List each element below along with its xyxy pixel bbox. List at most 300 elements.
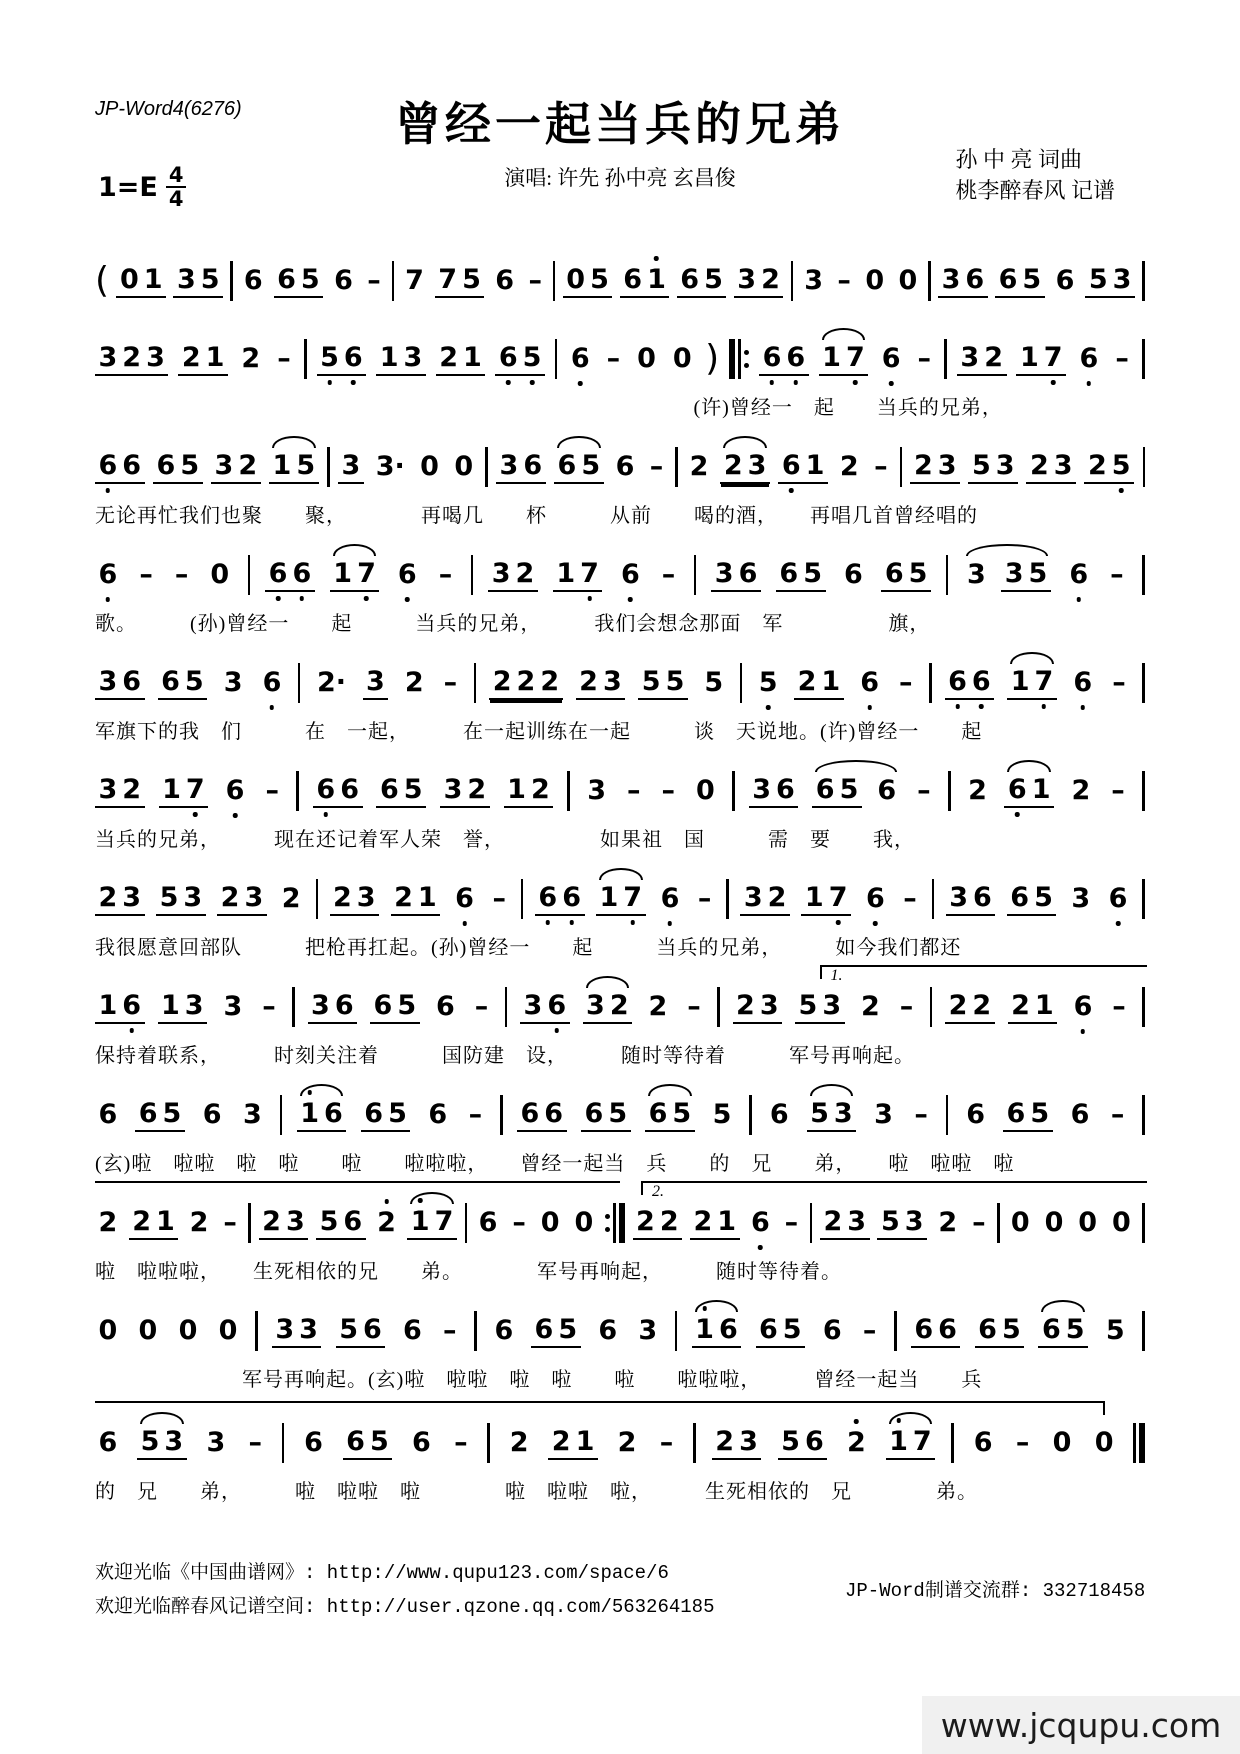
note: – bbox=[649, 451, 664, 483]
note-group bbox=[274, 264, 324, 297]
note: 3 bbox=[586, 990, 605, 1022]
note: 6 bbox=[545, 990, 569, 1021]
barline bbox=[248, 555, 251, 595]
note-group bbox=[620, 264, 670, 297]
note-group bbox=[372, 451, 408, 482]
score-system bbox=[95, 967, 1145, 1067]
note-group bbox=[1070, 667, 1096, 698]
note-group bbox=[525, 265, 546, 296]
note: – bbox=[474, 991, 489, 1023]
note: 5 bbox=[140, 1426, 160, 1458]
note: 6 bbox=[978, 1314, 997, 1346]
note: 2 bbox=[1071, 775, 1091, 807]
note: 5 bbox=[520, 342, 544, 373]
note-group bbox=[95, 882, 145, 915]
note: 3 bbox=[1071, 883, 1091, 915]
note: 2 bbox=[1029, 450, 1049, 482]
slur-group bbox=[583, 990, 633, 1023]
note-group bbox=[489, 666, 562, 699]
slur-group bbox=[297, 1098, 347, 1131]
note-group bbox=[759, 342, 809, 375]
note: 2 bbox=[715, 1426, 735, 1458]
note: 5 bbox=[397, 990, 417, 1022]
repeat-barline bbox=[605, 1203, 625, 1243]
note-group bbox=[836, 451, 862, 482]
barline bbox=[296, 771, 299, 811]
note: 3 bbox=[223, 667, 243, 699]
note-group bbox=[343, 1426, 393, 1459]
note: 6 bbox=[998, 264, 1018, 296]
note: 6 bbox=[1006, 1098, 1026, 1130]
notation-line bbox=[95, 438, 1145, 496]
note-group bbox=[656, 1427, 677, 1458]
notation-line bbox=[95, 654, 1145, 712]
note-group bbox=[801, 265, 827, 296]
note-group bbox=[95, 1315, 121, 1346]
note: 5 bbox=[403, 774, 423, 806]
barline bbox=[732, 771, 735, 811]
note: 6 bbox=[523, 450, 543, 482]
note-group bbox=[820, 1206, 870, 1239]
note: 0 bbox=[178, 1315, 198, 1347]
note-group bbox=[262, 775, 283, 806]
note-group bbox=[968, 450, 1018, 483]
note-group bbox=[1004, 774, 1054, 807]
note: 3 bbox=[341, 450, 361, 482]
note-group bbox=[417, 451, 443, 482]
note: 3 bbox=[752, 774, 772, 806]
note: 3 bbox=[759, 990, 779, 1022]
note: 0 bbox=[1010, 1207, 1030, 1239]
note-group bbox=[871, 1099, 897, 1130]
notation-line bbox=[95, 1086, 1145, 1144]
note: 7 bbox=[355, 558, 379, 589]
note: 6 bbox=[804, 1426, 824, 1458]
note: 5 bbox=[581, 450, 601, 482]
repeat-barline bbox=[729, 339, 749, 379]
note-group bbox=[1049, 1427, 1075, 1458]
note-group bbox=[686, 451, 712, 482]
slur-group bbox=[812, 774, 899, 807]
note-group bbox=[259, 991, 280, 1022]
note-group bbox=[553, 558, 603, 591]
note: 6 bbox=[96, 450, 120, 481]
note: 6 bbox=[844, 559, 863, 591]
note: 6 bbox=[1071, 991, 1095, 1022]
note: – bbox=[265, 775, 279, 807]
barline bbox=[327, 447, 330, 487]
note: 3 bbox=[206, 1427, 226, 1459]
note-group bbox=[531, 1314, 581, 1347]
note: 5 bbox=[908, 558, 928, 590]
note: 3 bbox=[443, 774, 463, 806]
note-group bbox=[361, 1098, 411, 1131]
note: 3 bbox=[960, 342, 980, 374]
note: 0 bbox=[1052, 1427, 1072, 1459]
barline bbox=[1142, 1311, 1145, 1351]
note: 2 bbox=[122, 342, 142, 374]
time-signature-denominator: 4 bbox=[168, 187, 184, 212]
note-group bbox=[1007, 1207, 1033, 1238]
note-group bbox=[1068, 775, 1094, 806]
note-group bbox=[433, 991, 459, 1022]
note: 1 bbox=[408, 1206, 432, 1237]
note-group bbox=[95, 990, 145, 1023]
note-group bbox=[116, 264, 166, 297]
note-group bbox=[911, 1099, 932, 1130]
note: 6 bbox=[759, 1314, 778, 1346]
note-group bbox=[834, 265, 855, 296]
note: 0 bbox=[695, 775, 715, 807]
note: 6 bbox=[428, 1099, 448, 1131]
note: – bbox=[661, 559, 676, 591]
slur-group bbox=[963, 558, 1050, 591]
lyrics-line: 军旗下的我 们 在 一起， 在一起训练在一起 谈 天说地。(许)曾经一 起 bbox=[95, 721, 983, 743]
note: 6 bbox=[395, 559, 419, 590]
note: 2 bbox=[404, 667, 424, 699]
barline bbox=[694, 555, 697, 595]
note: 3 bbox=[743, 882, 763, 914]
note: 3 bbox=[299, 1314, 318, 1346]
note: 2 bbox=[839, 451, 859, 483]
note-group bbox=[401, 667, 427, 698]
note: 2 bbox=[938, 1207, 958, 1239]
slur-group bbox=[1007, 666, 1057, 699]
barline bbox=[471, 555, 474, 595]
note: 2 bbox=[540, 666, 560, 698]
note-group bbox=[614, 1427, 640, 1458]
note: 3 bbox=[499, 450, 519, 482]
note: 3 bbox=[176, 264, 196, 296]
software-tag: JP-Word4(6276) bbox=[95, 98, 242, 120]
note-group bbox=[1107, 559, 1128, 590]
note-group bbox=[317, 342, 367, 375]
note: 0 bbox=[138, 1315, 158, 1347]
song-title: 曾经一起当兵的兄弟 bbox=[395, 97, 845, 151]
note: 3 bbox=[847, 1206, 867, 1238]
note: 6 bbox=[738, 558, 758, 590]
note: 1 bbox=[575, 1426, 595, 1458]
note-group bbox=[440, 667, 461, 698]
note-group bbox=[795, 990, 845, 1023]
note-group bbox=[278, 883, 304, 914]
note: 3 bbox=[714, 558, 734, 590]
note-group bbox=[171, 559, 192, 590]
note: 6 bbox=[1071, 667, 1095, 698]
note-group bbox=[1052, 265, 1078, 296]
note: 6 bbox=[138, 1098, 158, 1130]
note-group bbox=[301, 1427, 327, 1458]
barline bbox=[749, 1095, 752, 1135]
note: 2 bbox=[181, 342, 201, 374]
note: – bbox=[1110, 1099, 1125, 1131]
note-group bbox=[336, 1314, 386, 1347]
note-group bbox=[895, 265, 921, 296]
note-group bbox=[274, 343, 295, 374]
note-group bbox=[517, 1098, 567, 1131]
note: 3 bbox=[146, 342, 165, 374]
note-group bbox=[330, 882, 380, 915]
note: 5 bbox=[1065, 1314, 1085, 1346]
note: 3 bbox=[995, 450, 1015, 482]
note-group bbox=[709, 1099, 735, 1130]
time-signature-numerator: 4 bbox=[166, 164, 187, 188]
note: 6 bbox=[884, 558, 904, 590]
note: – bbox=[899, 991, 914, 1023]
barline bbox=[1143, 447, 1146, 487]
note: 7 bbox=[434, 1206, 454, 1238]
note: 1 bbox=[143, 264, 163, 296]
note-group bbox=[634, 343, 660, 374]
note: 2 bbox=[617, 1427, 637, 1459]
note: – bbox=[454, 1427, 468, 1459]
note: 3 bbox=[737, 264, 757, 296]
note: 6 bbox=[161, 666, 180, 698]
note-group bbox=[612, 451, 638, 482]
note: – bbox=[899, 667, 913, 699]
note-group bbox=[186, 1207, 212, 1238]
note: 6 bbox=[1041, 1314, 1061, 1346]
key-signature bbox=[98, 164, 186, 210]
note: 3 bbox=[966, 559, 986, 591]
note-group bbox=[407, 1206, 457, 1239]
note: 5 bbox=[1001, 1314, 1021, 1346]
note-group bbox=[259, 667, 285, 698]
note: 6 bbox=[478, 1207, 498, 1239]
note-group bbox=[400, 1315, 426, 1346]
lyrics-line: (许)曾经一 起 当兵的兄弟， bbox=[693, 397, 1003, 419]
note-group bbox=[1102, 1315, 1128, 1346]
barline bbox=[392, 261, 395, 301]
note: 3 bbox=[98, 342, 118, 374]
volta-bracket bbox=[820, 965, 1148, 984]
score-system bbox=[95, 654, 1145, 742]
note: – bbox=[438, 559, 453, 591]
note: 1 bbox=[417, 882, 437, 914]
note: 3 bbox=[356, 882, 376, 914]
note: 5 bbox=[590, 264, 609, 296]
note-group bbox=[222, 775, 248, 806]
score-system bbox=[95, 438, 1145, 526]
note-group bbox=[945, 666, 995, 699]
note: 2 bbox=[241, 343, 261, 375]
note: – bbox=[972, 1207, 986, 1239]
note: 5 bbox=[388, 1098, 407, 1130]
note-group bbox=[240, 265, 266, 296]
footer-space-link: 欢迎光临醉春风记谱空间: http://user.qzone.qq.com/563264185 bbox=[95, 1596, 715, 1618]
note: 2 bbox=[861, 991, 880, 1023]
barline bbox=[1142, 1095, 1145, 1135]
note: 2 bbox=[439, 342, 459, 374]
lyrics-line: 歌。 (孙)曾经一 起 当兵的兄弟， 我们会想念那面 军 旗， bbox=[95, 613, 931, 635]
notation-line bbox=[95, 546, 1145, 604]
note-group bbox=[1038, 1314, 1088, 1347]
note: 3 bbox=[184, 990, 204, 1022]
note-group bbox=[794, 666, 844, 699]
note-group bbox=[756, 1314, 806, 1347]
note: 6 bbox=[863, 883, 887, 914]
note-group bbox=[1007, 666, 1057, 699]
note-group bbox=[638, 666, 688, 699]
note: 3 bbox=[164, 1426, 184, 1458]
volta-bracket bbox=[641, 1181, 1147, 1200]
note: 5 bbox=[296, 450, 316, 482]
note-group bbox=[548, 1426, 598, 1459]
barline bbox=[248, 1203, 251, 1243]
note-group bbox=[658, 775, 679, 806]
note-group bbox=[935, 1207, 961, 1238]
note: 2 bbox=[262, 1206, 281, 1238]
note: 3 bbox=[122, 882, 142, 914]
note: 2 bbox=[767, 882, 787, 914]
note-group bbox=[914, 775, 935, 806]
note: 0 bbox=[566, 264, 586, 296]
note: 3 bbox=[311, 990, 330, 1022]
parenthesis: ) bbox=[705, 338, 720, 379]
note-group bbox=[896, 991, 917, 1022]
note-group bbox=[692, 775, 718, 806]
note: 2 bbox=[797, 666, 817, 698]
slur-group bbox=[1004, 774, 1054, 807]
note-group bbox=[603, 343, 624, 374]
note-group bbox=[617, 559, 643, 590]
note: 6 bbox=[379, 774, 399, 806]
note-group bbox=[452, 883, 478, 914]
note: 2 bbox=[492, 666, 512, 698]
note: – bbox=[1015, 1427, 1030, 1459]
repeat-dots bbox=[605, 1214, 610, 1232]
note: 0 bbox=[218, 1315, 238, 1347]
score-system bbox=[95, 1414, 1145, 1502]
note-group bbox=[440, 774, 490, 807]
note: 6 bbox=[156, 450, 176, 482]
notation-line bbox=[95, 330, 1145, 388]
note: 6 bbox=[334, 265, 353, 297]
note-group bbox=[207, 559, 233, 590]
credit-transcriber: 桃李醉春风 记谱 bbox=[955, 178, 1115, 203]
note: 1 bbox=[1010, 666, 1030, 698]
note: 2 bbox=[551, 1426, 571, 1458]
note-group bbox=[95, 559, 121, 590]
note: 0 bbox=[454, 451, 474, 483]
note: 6 bbox=[536, 882, 560, 913]
note-group bbox=[504, 774, 554, 807]
note-group bbox=[391, 882, 441, 915]
barline bbox=[810, 1203, 813, 1243]
note-group bbox=[669, 343, 695, 374]
note: 0 bbox=[420, 451, 439, 483]
note: 6 bbox=[277, 264, 296, 296]
note: 5 bbox=[1105, 1315, 1125, 1347]
barline bbox=[230, 261, 233, 301]
note: 0 bbox=[1111, 1207, 1131, 1239]
note: 6 bbox=[784, 342, 808, 373]
note-group bbox=[720, 450, 770, 483]
note: 3 bbox=[223, 991, 243, 1023]
note-group bbox=[535, 882, 585, 915]
slur-group bbox=[596, 882, 646, 915]
note: 2 bbox=[132, 1206, 151, 1238]
note-group bbox=[645, 991, 671, 1022]
note-group bbox=[364, 265, 385, 296]
note: – bbox=[1115, 343, 1129, 375]
note: 2 bbox=[736, 990, 755, 1022]
barline bbox=[951, 1423, 954, 1463]
notation-line bbox=[95, 252, 1145, 310]
note: 2 bbox=[948, 990, 968, 1022]
barline bbox=[675, 447, 678, 487]
note: 6 bbox=[534, 1314, 554, 1346]
note: 7 bbox=[912, 1426, 932, 1458]
note: 6 bbox=[290, 558, 314, 589]
note-group bbox=[95, 1099, 121, 1130]
note-group bbox=[1041, 1207, 1067, 1238]
note: 5 bbox=[162, 1098, 182, 1130]
note: 6 bbox=[120, 990, 144, 1021]
note-group bbox=[465, 1099, 486, 1130]
note-group bbox=[970, 1427, 996, 1458]
barline bbox=[928, 261, 931, 301]
note-group bbox=[135, 1315, 161, 1346]
note: 7 bbox=[578, 558, 602, 589]
note-group bbox=[1026, 450, 1076, 483]
note-group bbox=[963, 559, 989, 590]
note-group bbox=[781, 1207, 802, 1238]
note-group bbox=[862, 883, 888, 914]
parenthesis: ( bbox=[95, 260, 110, 301]
note: 5 bbox=[319, 1206, 339, 1238]
note-group bbox=[1008, 990, 1058, 1023]
note: 5 bbox=[798, 990, 818, 1022]
note: 3 bbox=[822, 990, 842, 1022]
note: 6 bbox=[946, 666, 970, 697]
note-group bbox=[269, 450, 319, 483]
note: 2 bbox=[394, 882, 413, 914]
barline bbox=[997, 1203, 1000, 1243]
note: 3 bbox=[941, 264, 961, 296]
note: 7 bbox=[1041, 342, 1065, 373]
note-group bbox=[1108, 775, 1129, 806]
note: 6 bbox=[877, 775, 897, 807]
note-group bbox=[203, 1427, 229, 1458]
note: 6 bbox=[623, 264, 643, 296]
note-group bbox=[859, 1315, 880, 1346]
note: 3 bbox=[739, 1426, 758, 1458]
note-group bbox=[938, 264, 988, 297]
note-group bbox=[129, 1206, 179, 1239]
note-group bbox=[95, 666, 145, 699]
score-header bbox=[95, 86, 1145, 238]
note: – bbox=[1112, 667, 1126, 699]
note: 7 bbox=[405, 265, 424, 297]
note: 3 bbox=[904, 1206, 924, 1238]
note-group bbox=[712, 1426, 762, 1459]
note: 3 bbox=[98, 774, 118, 806]
note-group bbox=[911, 1314, 961, 1347]
note: 1 bbox=[645, 264, 669, 295]
barline bbox=[465, 1203, 468, 1243]
barline bbox=[930, 987, 933, 1027]
note-group bbox=[313, 774, 363, 807]
note-group bbox=[1107, 1099, 1128, 1130]
barline bbox=[1142, 261, 1145, 301]
note-group bbox=[435, 264, 485, 297]
note: 0 bbox=[865, 265, 885, 297]
note: 6 bbox=[496, 342, 520, 373]
note-group bbox=[886, 1426, 936, 1459]
note: 5 bbox=[672, 1098, 692, 1130]
note: 2 bbox=[1011, 990, 1030, 1022]
